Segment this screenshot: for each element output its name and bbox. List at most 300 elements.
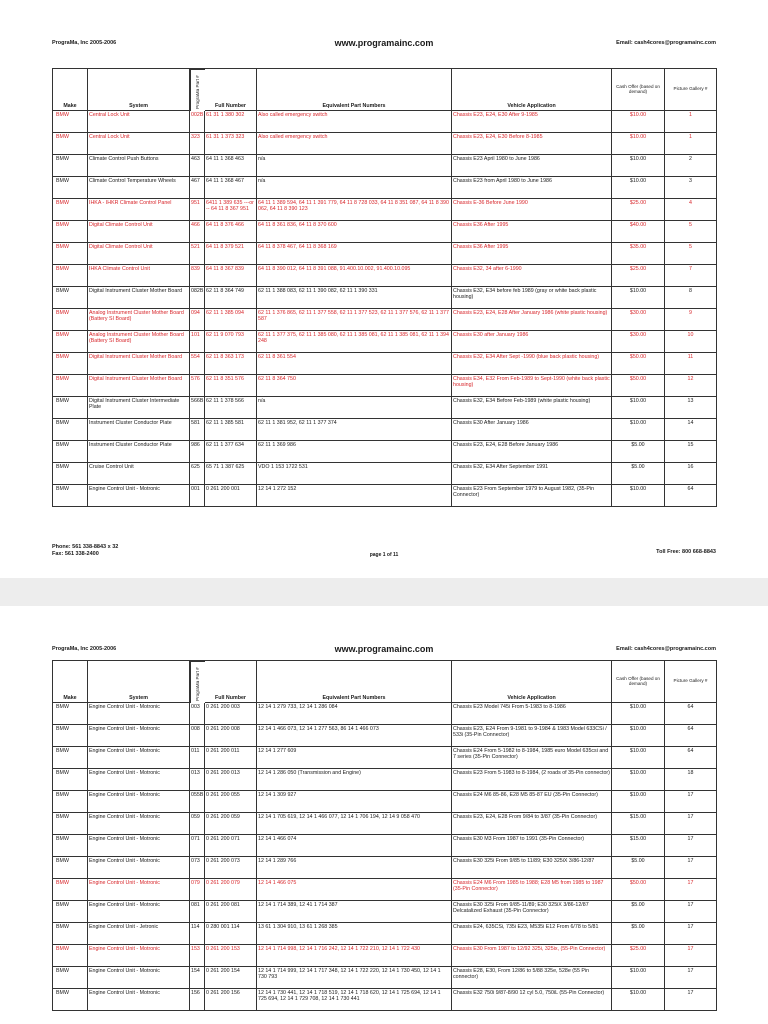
cell-full-number: 0 261 200 011 [205,747,257,769]
cell-full-number: 62 11 9 070 793 [205,331,257,353]
cell-equivalent-parts: n/a [257,155,452,177]
cell-make: BMW [53,813,88,835]
cell-make: BMW [53,353,88,375]
table-row [53,703,717,725]
table-row [53,287,717,309]
parts-table [52,68,717,507]
cell-system: Analog Instrument Cluster Mother Board (Battery SI Board) [88,331,190,353]
cell-full-number: 0 261 200 013 [205,769,257,791]
page-footer [52,544,716,560]
cell-equivalent-parts: 62 11 8 364 750 [257,375,452,397]
cell-vehicle-application: Chassis E30 after January 1986 [452,331,612,353]
cell-equivalent-parts: VDO 1 153 1722 531 [257,463,452,485]
cell-make: BMW [53,199,88,221]
cell-gallery-number: 1 [665,133,717,155]
cell-part-no: 055B [190,791,205,813]
cell-system: Digital Instrument Cluster Mother Board [88,353,190,375]
cell-system: Digital Climate Control Unit [88,221,190,243]
cell-equivalent-parts: 12 14 1 279 733, 12 14 1 286 084 [257,703,452,725]
cell-full-number: 61 31 1 373 323 [205,133,257,155]
cell-vehicle-application: Chassis E24 M6 85-86, E28 M5 85-87 EU (35-Pin Connector) [452,791,612,813]
col-header-make: Make [53,661,88,703]
col-header-part-no: PrograMa Part # [190,69,205,111]
col-header-system: System [88,69,190,111]
cell-make: BMW [53,923,88,945]
cell-vehicle-application: Chassis E30 325i From 9/85 to 11/89; E30 325iX 3/86-12/87 [452,857,612,879]
cell-part-no: 554 [190,353,205,375]
cell-vehicle-application: Chassis E32, 34 after 6-1990 [452,265,612,287]
col-header-equivalent: Equivalent Part Numbers [257,661,452,703]
cell-equivalent-parts: 12 14 1 730 441, 12 14 1 718 519, 12 14 1 718 620, 12 14 1 725 694, 12 14 1 725 694, 12 14 1 729 708, 12 14 1 730 441 [257,989,452,1011]
cell-system: Central Lock Unit [88,111,190,133]
cell-gallery-number: 11 [665,353,717,375]
cell-full-number: 62 11 8 351 576 [205,375,257,397]
cell-part-no: 094 [190,309,205,331]
page-header [52,38,716,50]
cell-part-no: 082B [190,287,205,309]
cell-system: IHKA Climate Control Unit [88,265,190,287]
cell-cash-offer: $10.00 [612,419,665,441]
cell-make: BMW [53,441,88,463]
cell-full-number: 0 261 200 079 [205,879,257,901]
cell-equivalent-parts: 12 14 1 466 074 [257,835,452,857]
table-row [53,967,717,989]
cell-vehicle-application: Chassis E23 April 1980 to June 1986 [452,155,612,177]
cell-equivalent-parts: 62 11 1 377 375, 62 11 1 385 080, 62 11 1 385 081, 62 11 1 385 081, 62 11 1 394 248 [257,331,452,353]
cell-part-no: 013 [190,769,205,791]
cell-part-no: 463 [190,155,205,177]
cell-cash-offer: $50.00 [612,353,665,375]
cell-equivalent-parts: 62 11 8 361 554 [257,353,452,375]
company-name: PrograMa, Inc 2005-2006 [52,40,117,46]
cell-equivalent-parts: 12 14 1 714 999, 12 14 1 717 348, 12 14 1 722 220, 12 14 1 730 450, 12 14 1 730 793 [257,967,452,989]
table-row [53,769,717,791]
table-row [53,375,717,397]
cell-part-no: 153 [190,945,205,967]
cell-full-number: 0 261 200 071 [205,835,257,857]
website-link[interactable]: www.programainc.com [334,644,434,654]
cell-equivalent-parts: 64 11 8 378 467, 64 11 8 368 169 [257,243,452,265]
cell-system: Engine Control Unit - Motronic [88,989,190,1011]
cell-system: Instrument Cluster Conductor Plate [88,441,190,463]
cell-full-number: 0 261 200 154 [205,967,257,989]
cell-part-no: 114 [190,923,205,945]
cell-part-no: 466 [190,221,205,243]
cell-make: BMW [53,397,88,419]
cell-make: BMW [53,111,88,133]
cell-part-no: 323 [190,133,205,155]
cell-vehicle-application: Chassis E23, E24, E28 From 9/84 to 3/87 (35-Pin Connector) [452,813,612,835]
cell-vehicle-application: Chassis E24 M6 From 1985 to 1988; E28 M5 from 1985 to 1987 (35-Pin Connector) [452,879,612,901]
cell-gallery-number: 17 [665,901,717,923]
cell-equivalent-parts: 13 61 1 304 910, 13 61 1 268 385 [257,923,452,945]
cell-make: BMW [53,265,88,287]
cell-equivalent-parts: n/a [257,397,452,419]
cell-system: Engine Control Unit - Motronic [88,967,190,989]
cell-full-number: 62 11 8 364 749 [205,287,257,309]
cell-part-no: 101 [190,331,205,353]
cell-gallery-number: 17 [665,967,717,989]
page-number: page 1 of 11 [369,552,399,558]
cell-cash-offer: $35.00 [612,243,665,265]
cell-equivalent-parts: 12 14 1 714 389, 12 41 1 714 387 [257,901,452,923]
col-header-gallery: Picture Gallery # [665,661,717,703]
table-body [53,703,717,1011]
cell-part-no: 079 [190,879,205,901]
cell-equivalent-parts: 12 14 1 705 619, 12 14 1 466 077, 12 14 1 706 194, 12 14 9 058 470 [257,813,452,835]
cell-system: Engine Control Unit - Jetronic [88,923,190,945]
table-row [53,353,717,375]
cell-part-no: 156 [190,989,205,1011]
cell-full-number: 0 261 200 156 [205,989,257,1011]
cell-gallery-number: 17 [665,835,717,857]
cell-vehicle-application: Chassis E24 From 5-1982 to 8-1984, 1985 euro Model 635csi and 7 series (35-Pin Connector) [452,747,612,769]
cell-make: BMW [53,309,88,331]
cell-cash-offer: $50.00 [612,879,665,901]
col-header-offer: Cash Offer (based on demand) [612,661,665,703]
cell-make: BMW [53,835,88,857]
cell-system: Digital Instrument Cluster Mother Board [88,375,190,397]
cell-cash-offer: $25.00 [612,199,665,221]
table-row [53,747,717,769]
cell-cash-offer: $10.00 [612,967,665,989]
cell-equivalent-parts: n/a [257,177,452,199]
cell-part-no: 001 [190,485,205,507]
cell-full-number: 64 11 1 368 463 [205,155,257,177]
cell-part-no: 625 [190,463,205,485]
cell-make: BMW [53,485,88,507]
cell-full-number: 62 11 1 378 566 [205,397,257,419]
cell-equivalent-parts: 64 11 8 390 012, 64 11 8 391 088, 91.400.10.002, 91.400.10.095 [257,265,452,287]
cell-equivalent-parts: 12 14 1 309 927 [257,791,452,813]
cell-part-no: 002B [190,111,205,133]
cell-vehicle-application: Chassis E-36 Before June 1990 [452,199,612,221]
cell-cash-offer: $5.00 [612,857,665,879]
table-row [53,419,717,441]
cell-full-number: 6411 1 389 635 ---or -- 64 11 8 367 951 [205,199,257,221]
table-row [53,879,717,901]
cell-vehicle-application: Chassis E23, E24, E30 Before 8-1985 [452,133,612,155]
cell-make: BMW [53,901,88,923]
table-row [53,813,717,835]
cell-vehicle-application: Chassis E24, 635CSi, 735i E23, M535i E12 From 6/78 to 5/81 [452,923,612,945]
cell-system: Instrument Cluster Conductor Plate [88,419,190,441]
cell-vehicle-application: Chassis E30 From 1987 to 12/92 325i, 325ix, (55-Pin Connector) [452,945,612,967]
cell-part-no: 566B [190,397,205,419]
table-row [53,331,717,353]
cell-equivalent-parts: 12 14 1 272 152 [257,485,452,507]
col-header-equivalent: Equivalent Part Numbers [257,69,452,111]
table-row [53,901,717,923]
cell-system: Climate Control Temperature Wheels [88,177,190,199]
table-row [53,199,717,221]
cell-part-no: 154 [190,967,205,989]
cell-system: Engine Control Unit - Motronic [88,879,190,901]
cell-equivalent-parts: 12 14 1 466 073, 12 14 1 277 563, 86 14 1 466 073 [257,725,452,747]
cell-vehicle-application: Chassis E28, E30, From 12/86 to 5/88 325e, 528e (55 Pin connector) [452,967,612,989]
cell-gallery-number: 64 [665,725,717,747]
cell-gallery-number: 5 [665,243,717,265]
cell-cash-offer: $10.00 [612,791,665,813]
cell-equivalent-parts: 12 14 1 289 766 [257,857,452,879]
cell-vehicle-application: Chassis E23, E24, E28 Before January 1986 [452,441,612,463]
cell-system: Central Lock Unit [88,133,190,155]
table-row [53,265,717,287]
cell-cash-offer: $5.00 [612,463,665,485]
cell-make: BMW [53,287,88,309]
cell-make: BMW [53,133,88,155]
cell-part-no: 081 [190,901,205,923]
cell-system: Engine Control Unit - Motronic [88,791,190,813]
cell-full-number: 64 11 8 379 521 [205,243,257,265]
cell-gallery-number: 17 [665,791,717,813]
cell-vehicle-application: Chassis E30 M3 From 1987 to 1991 (35-Pin Connector) [452,835,612,857]
cell-equivalent-parts: Also called emergency switch [257,133,452,155]
cell-cash-offer: $10.00 [612,747,665,769]
cell-full-number: 0 261 200 153 [205,945,257,967]
website-link[interactable]: www.programainc.com [334,38,434,48]
cell-part-no: 986 [190,441,205,463]
cell-full-number: 0 261 200 059 [205,813,257,835]
cell-system: Engine Control Unit - Motronic [88,857,190,879]
phone-number: Phone: 561 338-8843 x 32 [52,544,119,550]
cell-system: Engine Control Unit - Motronic [88,769,190,791]
cell-equivalent-parts: 12 14 1 466 075 [257,879,452,901]
cell-full-number: 0 261 200 001 [205,485,257,507]
cell-part-no: 073 [190,857,205,879]
cell-system: Engine Control Unit - Motronic [88,703,190,725]
cell-gallery-number: 17 [665,989,717,1011]
cell-system: Engine Control Unit - Motronic [88,835,190,857]
table-row [53,725,717,747]
cell-vehicle-application: Chassis E32, E34 After Sept -1990 (blue back plastic housing) [452,353,612,375]
table-row [53,835,717,857]
cell-vehicle-application: Chassis E23, E24, E30 After 9-1985 [452,111,612,133]
cell-make: BMW [53,747,88,769]
cell-make: BMW [53,243,88,265]
cell-system: Cruise Control Unit [88,463,190,485]
email-address[interactable]: Email: cash4cores@programainc.com [616,646,716,652]
cell-gallery-number: 15 [665,441,717,463]
cell-equivalent-parts: 12 14 1 277 609 [257,747,452,769]
cell-equivalent-parts: 12 14 1 286 050 (Transmission and Engine) [257,769,452,791]
company-name: PrograMa, Inc 2005-2006 [52,646,117,652]
cell-vehicle-application: Chassis E32, E34 After September 1991 [452,463,612,485]
cell-equivalent-parts: 12 14 1 714 998, 12 14 1 716 242, 12 14 1 722 210, 12 14 1 722 430 [257,945,452,967]
cell-vehicle-application: Chassis E32, E34 Before Feb-1989 (white plastic housing) [452,397,612,419]
cell-cash-offer: $15.00 [612,835,665,857]
cell-make: BMW [53,989,88,1011]
cell-gallery-number: 16 [665,463,717,485]
table-header-row [53,69,717,111]
cell-make: BMW [53,375,88,397]
cell-full-number: 62 11 1 377 634 [205,441,257,463]
col-header-system: System [88,661,190,703]
cell-full-number: 62 11 8 363 173 [205,353,257,375]
cell-part-no: 071 [190,835,205,857]
cell-make: BMW [53,177,88,199]
cell-make: BMW [53,769,88,791]
cell-gallery-number: 17 [665,857,717,879]
cell-make: BMW [53,463,88,485]
cell-vehicle-application: Chassis E23 from April 1980 to June 1986 [452,177,612,199]
cell-equivalent-parts: 62 11 1 381 952, 62 11 1 377 374 [257,419,452,441]
email-address[interactable]: Email: cash4cores@programainc.com [616,40,716,46]
col-header-gallery: Picture Gallery # [665,69,717,111]
table-body [53,111,717,507]
cell-vehicle-application: Chassis E30 After January 1986 [452,419,612,441]
cell-cash-offer: $30.00 [612,331,665,353]
table-row [53,133,717,155]
cell-cash-offer: $10.00 [612,725,665,747]
cell-gallery-number: 9 [665,309,717,331]
cell-gallery-number: 17 [665,879,717,901]
cell-make: BMW [53,879,88,901]
table-row [53,243,717,265]
cell-cash-offer: $10.00 [612,485,665,507]
page-separator [0,578,768,606]
cell-cash-offer: $10.00 [612,155,665,177]
cell-make: BMW [53,331,88,353]
cell-vehicle-application: Chassis E36 After 1995 [452,221,612,243]
cell-equivalent-parts: 64 11 8 361 836, 64 11 8 370 600 [257,221,452,243]
cell-gallery-number: 7 [665,265,717,287]
cell-full-number: 0 261 200 008 [205,725,257,747]
cell-system: Engine Control Unit - Motronic [88,901,190,923]
cell-system: Engine Control Unit - Motronic [88,945,190,967]
cell-make: BMW [53,703,88,725]
cell-gallery-number: 2 [665,155,717,177]
cell-system: Engine Control Unit - Motronic [88,747,190,769]
cell-cash-offer: $10.00 [612,111,665,133]
cell-full-number: 0 261 200 055 [205,791,257,813]
cell-vehicle-application: Chassis E32, E34 before feb 1989 (gray or white back plastic housing) [452,287,612,309]
cell-make: BMW [53,945,88,967]
cell-equivalent-parts: 62 11 1 376 865, 62 11 1 377 558, 62 11 1 377 523, 62 11 1 377 576, 62 11 1 377 587 [257,309,452,331]
table-row [53,309,717,331]
table-row [53,923,717,945]
cell-full-number: 64 11 1 368 467 [205,177,257,199]
cell-part-no: 467 [190,177,205,199]
cell-full-number: 64 11 8 376 466 [205,221,257,243]
sheet-page-2 [0,606,768,1024]
cell-cash-offer: $5.00 [612,901,665,923]
cell-system: Digital Instrument Cluster Intermediate Plate [88,397,190,419]
cell-cash-offer: $25.00 [612,945,665,967]
cell-full-number: 0 261 200 003 [205,703,257,725]
table-row [53,397,717,419]
cell-vehicle-application: Chassis E23, E24, E28 After January 1986 (white plastic housing) [452,309,612,331]
cell-cash-offer: $50.00 [612,375,665,397]
cell-gallery-number: 5 [665,221,717,243]
cell-make: BMW [53,725,88,747]
cell-full-number: 0 280 001 114 [205,923,257,945]
table-row [53,485,717,507]
table-header-row [53,661,717,703]
cell-cash-offer: $10.00 [612,133,665,155]
cell-part-no: 059 [190,813,205,835]
cell-system: Digital Climate Control Unit [88,243,190,265]
cell-equivalent-parts: 62 11 1 388 083, 62 11 1 390 082, 62 11 1 390 331 [257,287,452,309]
cell-cash-offer: $10.00 [612,177,665,199]
cell-part-no: 576 [190,375,205,397]
cell-gallery-number: 64 [665,485,717,507]
cell-vehicle-application: Chassis E36 After 1995 [452,243,612,265]
cell-system: Engine Control Unit - Motronic [88,485,190,507]
page-header [52,644,716,656]
table-row [53,177,717,199]
cell-gallery-number: 1 [665,111,717,133]
cell-vehicle-application: Chassis E23 From 5-1983 to 8-1984, (2 roads of 35-Pin connector) [452,769,612,791]
cell-part-no: 008 [190,725,205,747]
cell-make: BMW [53,967,88,989]
cell-cash-offer: $10.00 [612,703,665,725]
cell-vehicle-application: Chassis E23 From September 1979 to August 1982, (35-Pin Connector) [452,485,612,507]
col-header-make: Make [53,69,88,111]
cell-system: Digital Instrument Cluster Mother Board [88,287,190,309]
cell-gallery-number: 3 [665,177,717,199]
cell-gallery-number: 4 [665,199,717,221]
cell-cash-offer: $10.00 [612,397,665,419]
cell-gallery-number: 64 [665,747,717,769]
cell-gallery-number: 18 [665,769,717,791]
cell-part-no: 521 [190,243,205,265]
cell-part-no: 581 [190,419,205,441]
cell-gallery-number: 12 [665,375,717,397]
cell-cash-offer: $15.00 [612,813,665,835]
cell-make: BMW [53,791,88,813]
cell-full-number: 0 261 200 081 [205,901,257,923]
parts-table [52,660,717,1011]
cell-cash-offer: $25.00 [612,265,665,287]
cell-system: Climate Control Push Buttons [88,155,190,177]
cell-gallery-number: 17 [665,945,717,967]
toll-free-number: Toll Free: 800 668-8843 [656,549,716,555]
cell-vehicle-application: Chassis E30 325i From 9/85-11/89; E30 325iX 3/86-12/87 Delcatalized Exhaust (35-Pin Connector) [452,901,612,923]
cell-cash-offer: $5.00 [612,441,665,463]
cell-vehicle-application: Chassis E34, E32 From Feb-1989 to Sept-1990 (white back plastic housing) [452,375,612,397]
table-row [53,111,717,133]
cell-part-no: 951 [190,199,205,221]
cell-system: Engine Control Unit - Motronic [88,725,190,747]
cell-cash-offer: $40.00 [612,221,665,243]
cell-system: Analog Instrument Cluster Mother Board (Battery SI Board) [88,309,190,331]
cell-make: BMW [53,857,88,879]
cell-gallery-number: 14 [665,419,717,441]
cell-part-no: 839 [190,265,205,287]
table-row [53,989,717,1011]
table-row [53,221,717,243]
cell-gallery-number: 8 [665,287,717,309]
cell-make: BMW [53,155,88,177]
col-header-part-no: PrograMa Part # [190,661,205,703]
cell-part-no: 011 [190,747,205,769]
table-row [53,441,717,463]
col-header-offer: Cash Offer (based on demand) [612,69,665,111]
cell-gallery-number: 17 [665,923,717,945]
cell-cash-offer: $5.00 [612,923,665,945]
cell-cash-offer: $10.00 [612,989,665,1011]
cell-system: Engine Control Unit - Motronic [88,813,190,835]
cell-full-number: 0 261 200 073 [205,857,257,879]
fax-number: Fax: 561 338-2400 [52,550,99,557]
table-row [53,463,717,485]
cell-gallery-number: 10 [665,331,717,353]
cell-equivalent-parts: 62 11 1 369 986 [257,441,452,463]
cell-make: BMW [53,419,88,441]
cell-cash-offer: $30.00 [612,309,665,331]
table-row [53,155,717,177]
